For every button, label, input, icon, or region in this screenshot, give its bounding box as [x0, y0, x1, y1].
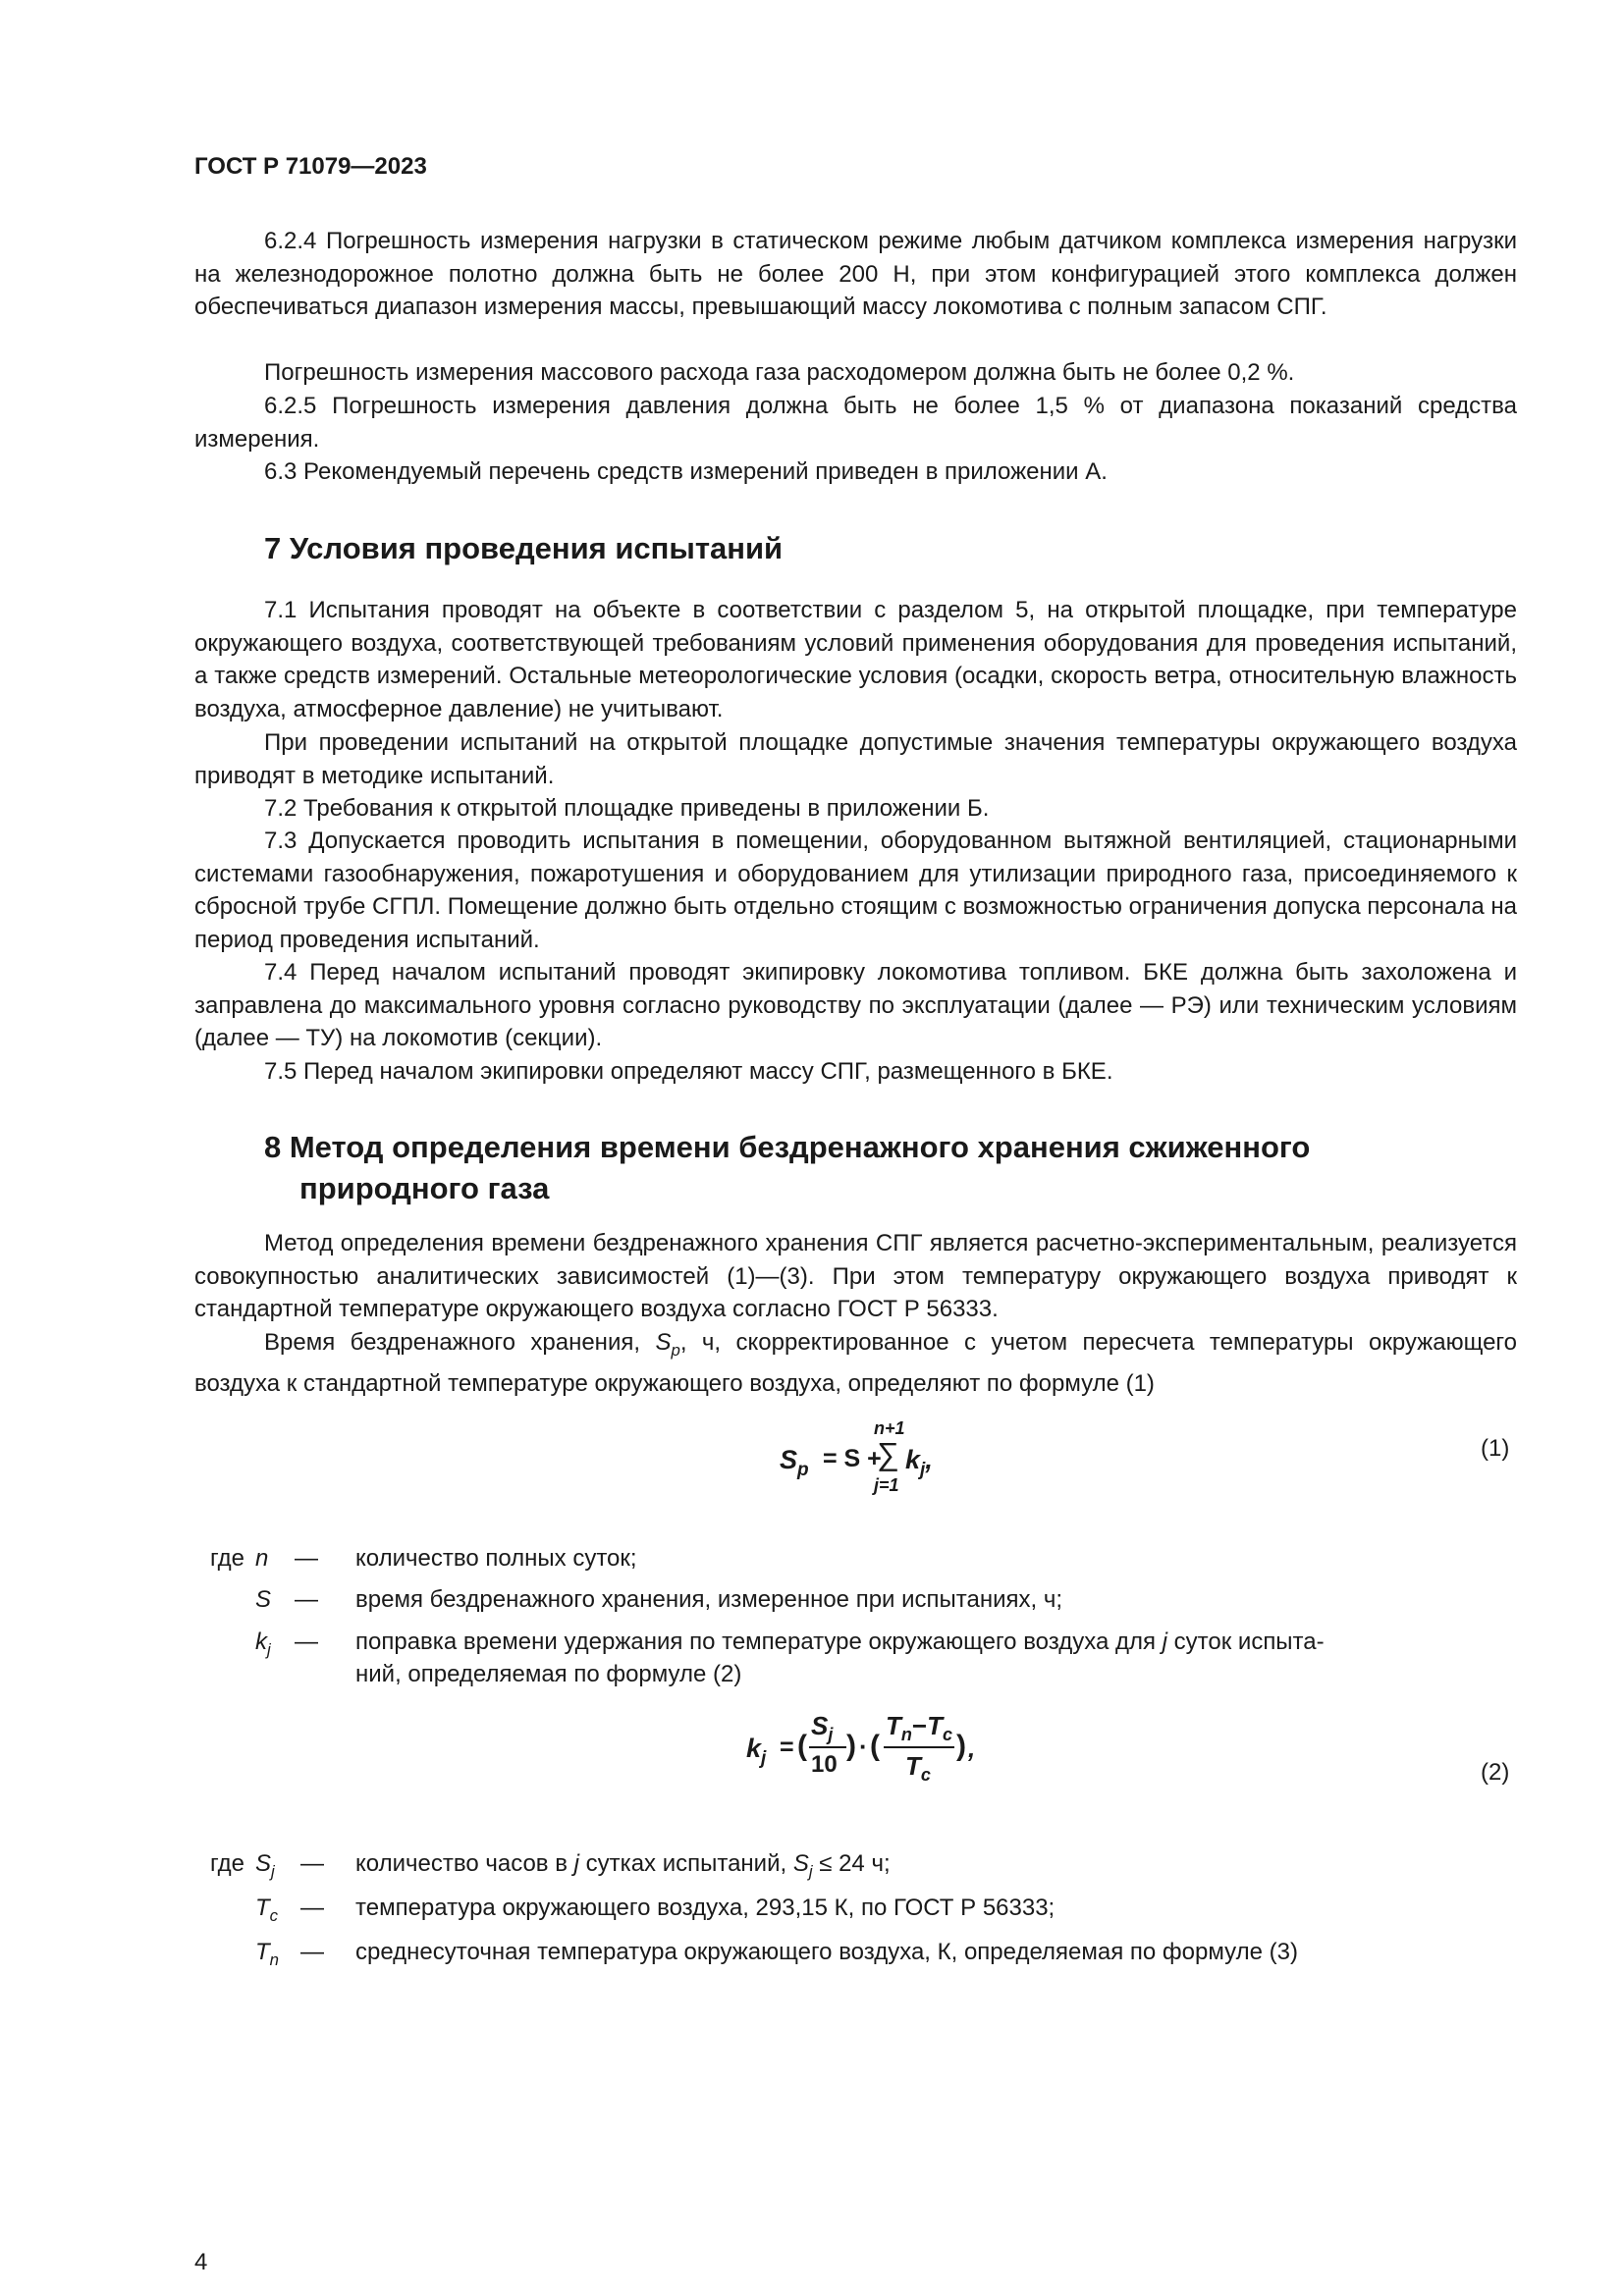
where1-k-text-post: суток испыта-: [1167, 1629, 1325, 1655]
paragraph-6-2-5: 6.2.5 Погрешность измерения давления должна быть не более 1,5 % от диапазона показаний средства измерения.: [194, 393, 1517, 453]
f1-lhs-sub: p: [797, 1460, 809, 1480]
f2-num2-sub: n: [900, 1725, 912, 1744]
where2-s-text-post: ≤ 24 ч;: [812, 1850, 891, 1877]
f2-num2: T: [886, 1711, 901, 1740]
where2-dash-tc: —: [300, 1895, 324, 1921]
where2-sym-s: S: [255, 1850, 272, 1877]
f2-num1-sub: j: [828, 1725, 834, 1744]
f2-fraction-bar-1: [809, 1746, 846, 1748]
f1-eq: = S +: [823, 1445, 882, 1472]
where2-sym-tc: T: [255, 1895, 270, 1921]
f2-num2b-sub: c: [942, 1725, 952, 1744]
f2-tail: ,: [968, 1734, 976, 1763]
paragraph-8-method: Метод определения времени бездренажного хранения СПГ является расчетно-экспериментальным, реализуется совокупностью аналитических зависимостей (1)—(3). При этом температуру окружающего воздуха приводят к стандартной температуре окружающего воздуха согласно ГОСТ Р 56333.: [194, 1230, 1517, 1322]
f1-sum-bottom: j=1: [874, 1475, 899, 1495]
formula-2-number: (2): [1481, 1759, 1510, 1786]
f2-den2: T: [905, 1751, 921, 1781]
where2-dash: —: [300, 1850, 324, 1877]
where2-sym-tn: T: [255, 1939, 270, 1965]
paragraph-7-1: 7.1 Испытания проводят на объекте в соответствии с разделом 5, на открытой площадке, при температуре окружающего воздуха, соответствующей требованиям условий применения оборудования для проведения испытаний, а также средств измерений. Остальные метеорологические условия (осадки, скорость ветра, относительную влажность воздуха, атмосферное давление) не учитывают.: [194, 597, 1517, 722]
paragraph-7-4: 7.4 Перед началом испытаний проводят экипировку локомотива топливом. БКЕ должна быть захоложена и заправлена до максимального уровня согласно руководству по эксплуатации (далее — РЭ) или техническим условиям (далее — ТУ) на локомотив (секции).: [194, 959, 1517, 1051]
where1-dash-k: —: [295, 1629, 318, 1655]
where2-prefix: где: [210, 1850, 245, 1877]
f1-term: k: [905, 1445, 921, 1474]
where1-k-text-pre: поправка времени удержания по температуре окружающего воздуха для: [355, 1629, 1163, 1655]
f2-lhs-sub: j: [761, 1748, 767, 1769]
f2-num1: S: [811, 1711, 829, 1740]
time-symbol: S: [655, 1329, 672, 1356]
f2-num2b: T: [927, 1711, 943, 1740]
where2-s-text-sym2: S: [792, 1850, 809, 1877]
where2-text-tn: среднесуточная температура окружающего воздуха, К, определяемая по формуле (3): [355, 1939, 1298, 1965]
where1-row-n: [194, 1542, 1517, 1575]
sigma-icon: ∑: [877, 1436, 899, 1471]
where1-dash: —: [295, 1545, 318, 1572]
f2-den2-sub: c: [920, 1765, 931, 1785]
paren-close-icon: ): [846, 1730, 856, 1762]
where2-s-text-sym: j: [573, 1850, 579, 1877]
where2-sym-tn-sub: n: [269, 1950, 280, 1969]
where2-text-tc: температура окружающего воздуха, 293,15 К, по ГОСТ Р 56333;: [355, 1895, 1056, 1921]
paragraph-7-1-temp: При проведении испытаний на открытой площадке допустимые значения температуры окружающего воздуха приводят в методике испытаний.: [194, 729, 1517, 789]
paragraph-6-3: 6.3 Рекомендуемый перечень средств измерений приведен в приложении А.: [264, 458, 1108, 485]
where2-sym-tc-sub: c: [269, 1906, 279, 1925]
where2-row-tc: [194, 1892, 1517, 1924]
where1-row-s: [194, 1583, 1517, 1616]
paragraph-7-5: 7.5 Перед началом экипировки определяют массу СПГ, размещенного в БКЕ.: [264, 1058, 1113, 1085]
paragraph-6-2-4: 6.2.4 Погрешность измерения нагрузки в статическом режиме любым датчиком комплекса измерения нагрузки на железнодорожное полотно должна быть не более 200 Н, при этом конфигурацией этого комплекса должен обеспечиваться диапазон измерения массы, превышающий массу локомотива с полным запасом СПГ.: [194, 228, 1517, 320]
section-8-title-line1: 8 Метод определения времени бездренажного хранения сжиженного: [264, 1130, 1311, 1164]
paren-open-icon: (: [797, 1730, 807, 1762]
f2-minus: −: [911, 1711, 928, 1740]
where1-text-n: количество полных суток;: [355, 1545, 637, 1572]
f1-sum-top: n+1: [874, 1418, 905, 1438]
paragraph-8-time: [194, 1326, 1517, 1400]
time-symbol-sub: p: [671, 1341, 680, 1360]
f2-eq: =: [780, 1734, 794, 1761]
where1-k-text-line2: ний, определяемая по формуле (2): [355, 1661, 742, 1687]
where2-row-tn: [194, 1936, 1517, 1968]
paragraph-7-2: 7.2 Требования к открытой площадке приведены в приложении Б.: [264, 795, 990, 822]
f1-term-sub: j: [920, 1460, 926, 1480]
where2-s-text-mid: сутках испытаний,: [579, 1850, 793, 1877]
where2-dash-tn: —: [300, 1939, 324, 1965]
where1-prefix: где: [210, 1545, 245, 1572]
where1-dash-s: —: [295, 1586, 318, 1613]
f2-fraction-bar-2: [884, 1746, 954, 1748]
where2-s-text-sub2: j: [808, 1862, 813, 1881]
time-text-post: , ч, скорректированное с учетом пересчета температуры окружающего воздуха к стандартной температуре окружающего воздуха, определяют по формуле (1): [194, 1329, 1517, 1397]
f2-dot: ·: [859, 1732, 868, 1761]
where2-row-sj: [194, 1847, 1517, 1880]
where2-sym-s-sub: j: [271, 1862, 275, 1881]
page-number: 4: [194, 2249, 208, 2275]
where1-sym-s: S: [255, 1586, 272, 1613]
paren-close-icon: ): [956, 1730, 966, 1762]
formula-2: [746, 1706, 1001, 1794]
f2-lhs: k: [746, 1734, 762, 1763]
paren-open-icon: (: [870, 1730, 880, 1762]
where1-row-k: [194, 1626, 1517, 1694]
section-8-title: [264, 1127, 1310, 1209]
time-text-pre: Время бездренажного хранения,: [264, 1329, 656, 1356]
f1-lhs: S: [780, 1445, 798, 1474]
section-7-title: 7 Условия проведения испытаний: [264, 531, 784, 565]
formula-1: [780, 1418, 976, 1507]
where1-k-text-sym: j: [1162, 1629, 1167, 1655]
where1-text-s: время бездренажного хранения, измеренное при испытаниях, ч;: [355, 1586, 1062, 1613]
f2-den1: 10: [811, 1751, 838, 1778]
f1-tail: ,: [925, 1445, 933, 1474]
where1-sym-n: n: [255, 1545, 269, 1572]
where2-s-text-pre: количество часов в: [355, 1850, 574, 1877]
where1-sym-k: k: [255, 1629, 267, 1655]
paragraph-6-2-4-flow: Погрешность измерения массового расхода газа расходомером должна быть не более 0,2 %.: [264, 359, 1295, 386]
section-8-title-line2: природного газа: [299, 1171, 550, 1205]
where1-sym-k-sub: j: [267, 1640, 271, 1659]
formula-1-number: (1): [1481, 1435, 1510, 1462]
document-header: ГОСТ Р 71079—2023: [194, 153, 427, 180]
paragraph-7-3: 7.3 Допускается проводить испытания в помещении, оборудованном вытяжной вентиляцией, стационарными системами газообнаружения, пожаротушения и оборудованием для утилизации природного газа, присоединяемого к сбросной трубе СГПЛ. Помещение должно быть отдельно стоящим с возможностью ограничения допуска персонала на период проведения испытаний.: [194, 828, 1517, 953]
